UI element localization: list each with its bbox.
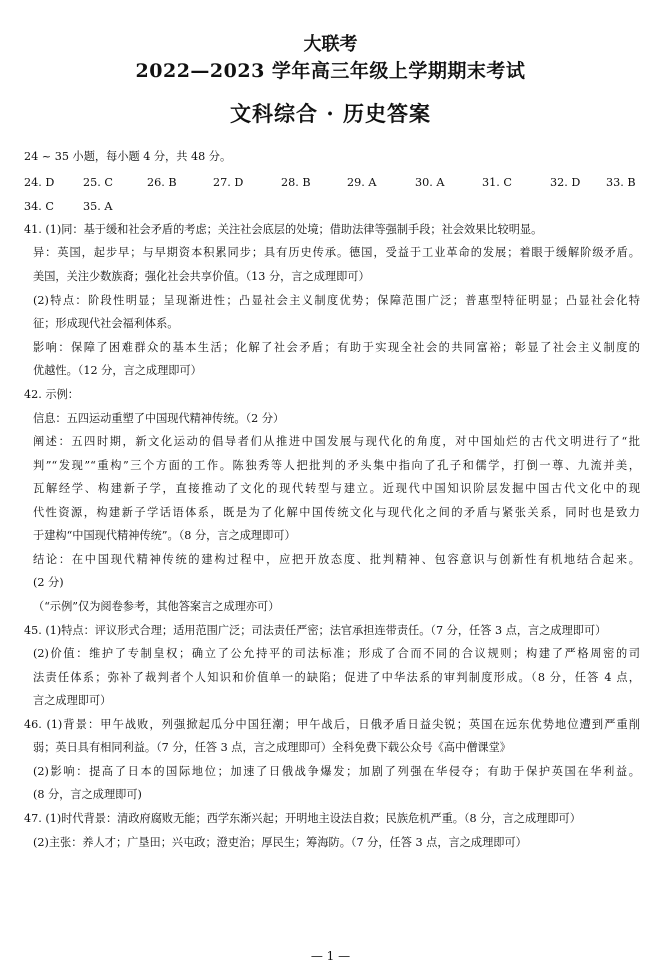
q41-part1-line: 美国，关注少数族裔；强化社会共享价值。（13 分，言之成理即可） [33,270,370,283]
q42-line: 代性资源，构建新子学话语体系，既是为了化解中国传统文化与现代化之间的矛盾与紧张关系，同时也是致力 [33,506,640,519]
q46-part1-line: 弱；英日具有相同利益。（7 分，任答 3 点，言之成理即可）全科免费下载公众号《高中僧课堂》 [33,741,511,754]
q45-part2-line: 法责任体系；弥补了裁判者个人知识和价值单一的缺陷；促进了中华法系的审判制度形成。（8 分，任答 4 点， [33,671,640,684]
answer-item: 29. A [347,176,377,189]
q42-heading: 42. 示例： [24,388,79,401]
q42-line: 瓦解经学、构建新子学，直接推动了文化的现代转型与建立。近现代中国知识阶层发掘中国古代文化中的现 [33,482,640,495]
q42-line: 信息：五四运动重塑了中国现代精神传统。（2 分） [33,412,285,425]
q45-part2-line: (2)价值：维护了专制皇权；确立了公允持平的司法标准；形成了合而不同的合议规则；构建了严格周密的司 [33,647,640,660]
answer-item: 33. B [606,176,636,189]
q42-line: 结论：在中国现代精神传统的建构过程中，应把开放态度、批判精神、包容意识与创新性有机地结合起来。 [33,553,640,566]
answer-item: 30. A [415,176,445,189]
answer-item: 35. A [83,200,113,213]
exam-title: 2022—2023 学年高三年级上学期期末考试 [135,60,526,82]
subject-title: 文科综合 · 历史答案 [230,101,431,126]
q41-part2-line: (2)特点：阶段性明显；呈现渐进性；凸显社会主义制度优势；保障范围广泛；普惠型特征明显；凸显社会化特 [33,294,640,307]
q46-part2-line: (2)影响：提高了日本的国际地位；加速了日俄战争爆发；加剧了列强在华侵夺；有助于保护英国在华利益。 [33,765,640,778]
q45-part1-line: 45. (1)特点：评议形式合理；适用范围广泛；司法责任严密；法官承担连带责任。（7 分，任答 3 点，言之成理即可） [24,624,607,637]
q41-part1-line: 41. (1)同：基于缓和社会矛盾的考虑；关注社会底层的处境；借助法律等强制手段；社会效果比较明显。 [24,223,543,236]
q47-part2-line: (2)主张：养人才；广垦田；兴屯政；澄吏治；厚民生；筹海防。（7 分，任答 3 点，言之成理即可） [33,836,527,849]
answer-item: 28. B [281,176,311,189]
q42-line: (2 分) [33,576,64,589]
q46-part1-line: 46. (1)背景：甲午战败，列强掀起瓜分中国狂潮；甲午战后，日俄矛盾日益尖锐；英国在远东优势地位遭到严重削 [24,718,640,731]
page-number: — 1 — [310,949,351,963]
q45-part2-line: 言之成理即可） [33,694,112,707]
answer-item: 32. D [550,176,581,189]
q42-note: （“示例”仅为阅卷参考，其他答案言之成理亦可） [33,600,280,613]
answer-item: 31. C [482,176,512,189]
answer-item: 34. C [24,200,54,213]
answer-item: 25. C [83,176,113,189]
section-intro: 24 ~ 35 小题，每小题 4 分，共 48 分。 [24,150,232,163]
q41-part2-line: 影响：保障了困难群众的基本生活；化解了社会矛盾；有助于实现全社会的共同富裕；彰显了社会主义制度的 [33,341,640,354]
q41-part2-line: 征；形成现代社会福利体系。 [33,317,179,330]
answer-item: 27. D [213,176,244,189]
q41-part1-line: 异：英国，起步早；与早期资本积累同步；具有历史传承。德国，受益于工业革命的发展；着眼于缓解阶级矛盾。 [33,246,640,259]
answer-item: 24. D [24,176,55,189]
q42-line: 阐述：五四时期，新文化运动的倡导者们从推进中国发展与现代化的角度，对中国灿烂的古代文明进行了“批 [33,435,640,448]
answer-item: 26. B [147,176,177,189]
q47-part1-line: 47. (1)时代背景：清政府腐败无能；西学东渐兴起；开明地主设法自救；民族危机严重。（8 分，言之成理即可） [24,812,581,825]
q41-part2-line: 优越性。（12 分，言之成理即可） [33,364,202,377]
q46-part2-line: (8 分，言之成理即可) [33,788,142,801]
q42-line: 于建构“中国现代精神传统”。（8 分，言之成理即可） [33,529,296,542]
q42-line: 判”“发现”“重构”三个方面的工作。陈独秀等人把批判的矛头集中指向了孔子和儒学，打倒一尊、九流并美， [33,459,640,472]
org-title: 大联考 [303,34,358,55]
